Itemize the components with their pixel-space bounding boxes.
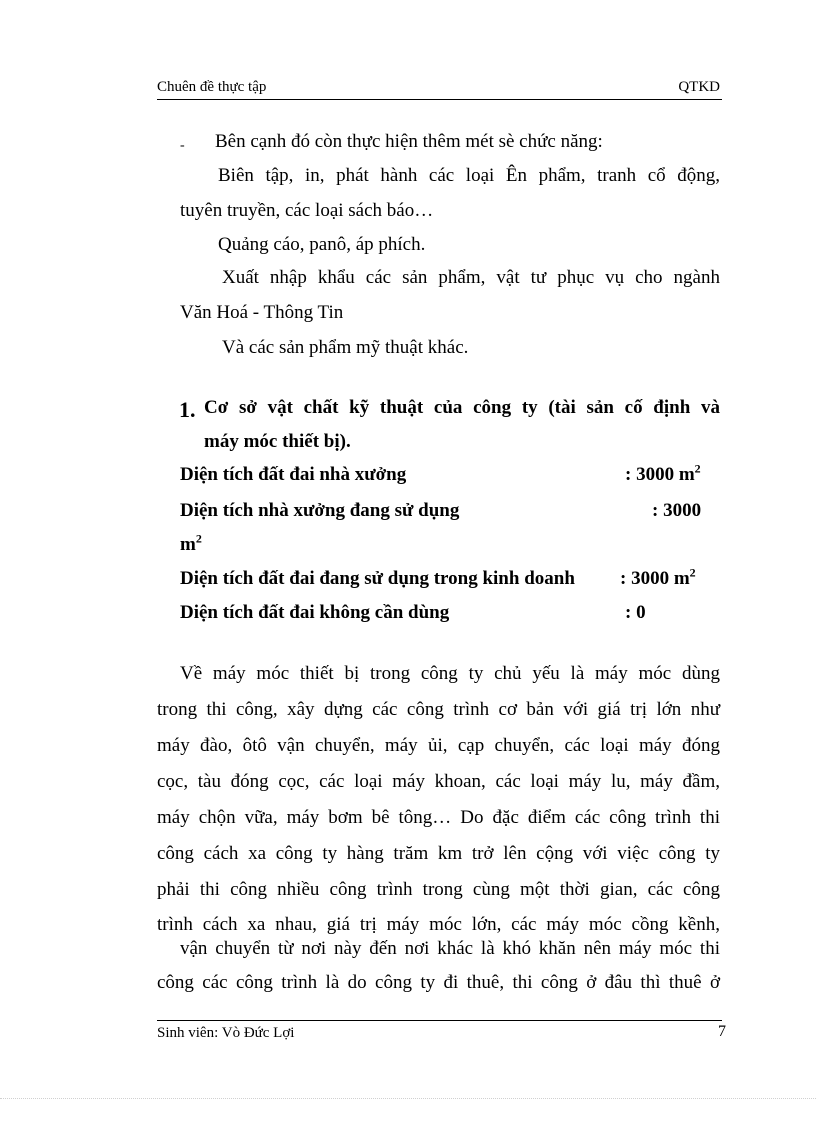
fact-value: : 0 <box>625 602 646 623</box>
fact-row-wrap <box>180 531 720 560</box>
body-line: phải thi công nhiều công trình trong cùng một thời gian, các công <box>157 879 720 900</box>
body-line: cọc, tàu đóng cọc, các loại máy khoan, các loại máy lu, máy đầm, <box>157 771 720 792</box>
body-line: máy chộn vữa, máy bơm bê tông… Do đặc điểm các công trình thi <box>157 807 720 828</box>
fact-row <box>180 602 720 628</box>
fact-row <box>180 500 720 526</box>
fact-label: Diện tích nhà xưởng đang sử dụng <box>180 500 460 521</box>
header-subject: QTKD <box>678 79 720 95</box>
fact-value: : 3000 $m^2$ <box>620 565 696 589</box>
fact-value: : 3000 $m^2$ <box>625 461 701 485</box>
body-line: vận chuyển từ nơi này đến nơi khác là khó khăn nên máy móc thi <box>180 938 720 959</box>
intro-line-4: Quảng cáo, panô, áp phích. <box>218 234 426 255</box>
header-title: Chuên đề thực tập <box>157 79 267 95</box>
body-line: trong thi công, xây dựng các công trình cơ bản với giá trị lớn như <box>157 699 720 720</box>
footer-author: Sinh viên: Vò Đức Lợi <box>157 1025 295 1041</box>
page-break-rule <box>0 1098 816 1099</box>
body-line: trình cách xa nhau, giá trị máy móc lớn, các máy móc cồng kềnh, <box>157 914 720 935</box>
body-line: Về máy móc thiết bị trong công ty chủ yếu là máy móc dùng <box>180 663 720 684</box>
intro-line-2: Biên tập, in, phát hành các loại Ên phẩm, tranh cổ động, <box>218 165 720 186</box>
fact-label: Diện tích đất đai đang sử dụng trong kinh doanh <box>180 568 575 589</box>
fact-label: Diện tích đất đai nhà xưởng <box>180 464 407 485</box>
page-number: 7 <box>718 1023 726 1040</box>
fact-label: Diện tích đất đai không cần dùng <box>180 602 450 623</box>
intro-line-6: Văn Hoá - Thông Tin <box>180 302 344 323</box>
intro-line-3: tuyên truyền, các loại sách báo… <box>180 200 434 221</box>
section-title-line-1: Cơ sở vật chất kỹ thuật của công ty (tài sản cố định và <box>204 397 720 418</box>
fact-row <box>180 565 720 594</box>
intro-line-5: Xuất nhập khẩu các sản phẩm, vật tư phục vụ cho ngành <box>222 267 720 288</box>
page-footer <box>157 1020 726 1045</box>
body-line: máy đào, ôtô vận chuyển, máy ủi, cạp chuyển, các loại máy đóng <box>157 735 720 756</box>
body-line: công các công trình là do công ty đi thuê, thi công ở đâu thì thuê ở <box>157 972 720 993</box>
intro-line-7: Và các sản phẩm mỹ thuật khác. <box>222 337 469 358</box>
body-line: công cách xa công ty hàng trăm km trở lên cộng với việc công ty <box>157 843 720 864</box>
intro-line-1: Bên cạnh đó còn thực hiện thêm mét sè chức năng: <box>215 131 603 152</box>
fact-value: : 3000 <box>652 500 702 521</box>
section-number: 1. <box>179 397 196 422</box>
section-title-line-2: máy móc thiết bị). <box>204 431 351 452</box>
fact-row <box>180 461 720 490</box>
bullet-dash: - <box>180 138 185 153</box>
fact-unit-wrap: $m^2$ <box>180 531 202 555</box>
page-header <box>157 79 722 100</box>
